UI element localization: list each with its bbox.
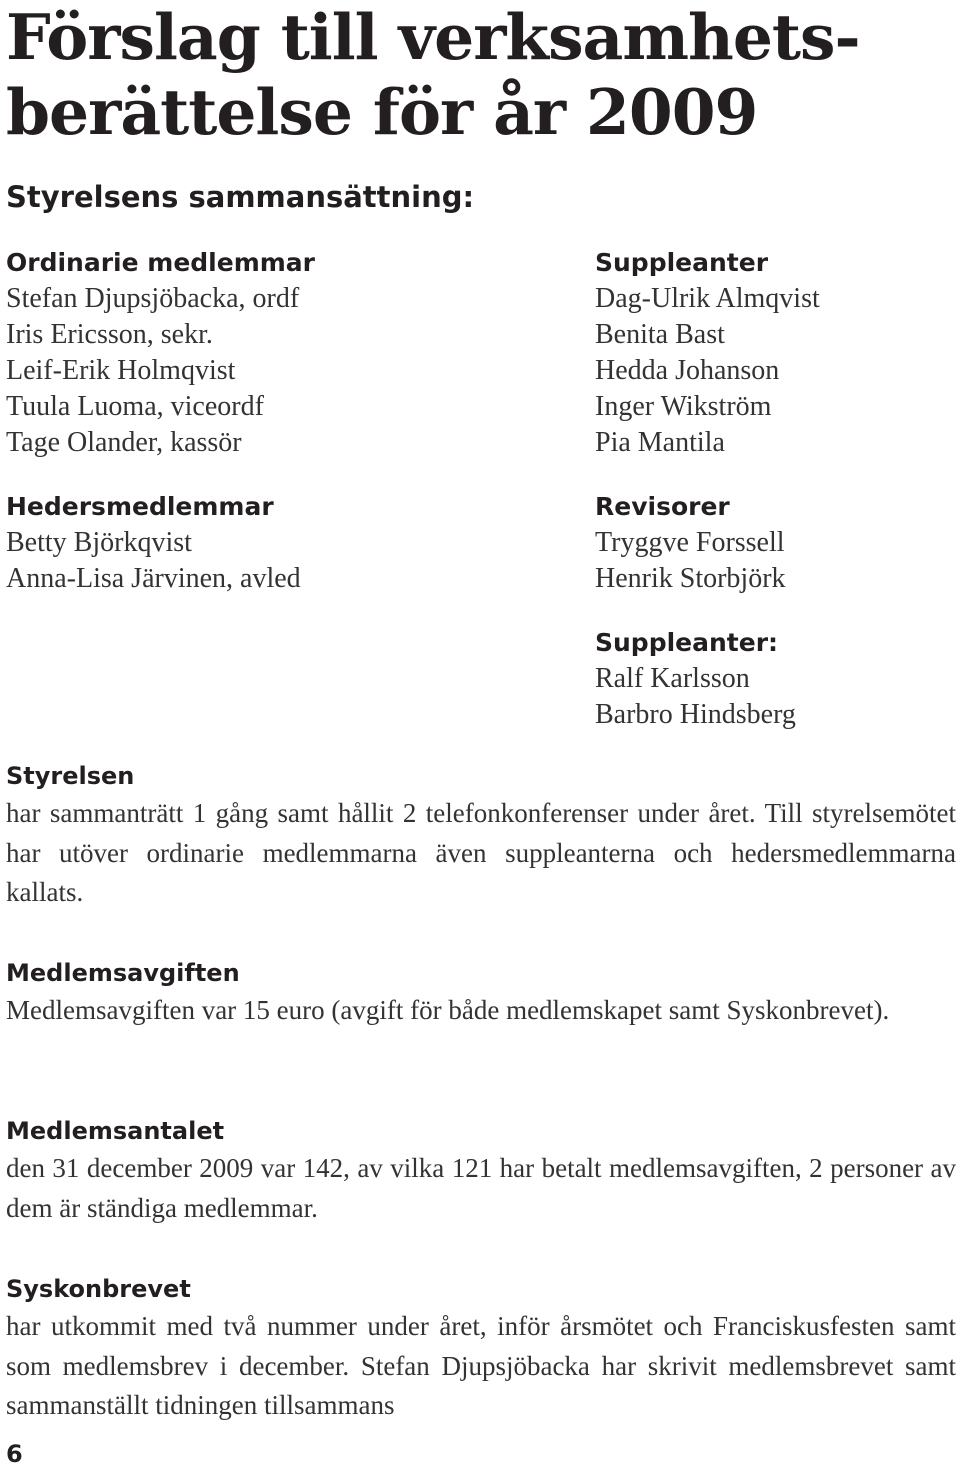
- section-medlemsavgiften: [6, 955, 956, 1031]
- board-composition-heading: Styrelsens sammansättning:: [6, 180, 475, 214]
- page-title: [6, 0, 860, 150]
- member-name: Tuula Luoma, viceordf: [6, 391, 264, 422]
- left-column: [6, 245, 315, 625]
- member-name: Tage Olander, kassör: [6, 427, 242, 458]
- member-name: Benita Bast: [595, 319, 725, 350]
- auditors-group: [595, 489, 820, 597]
- title-line-2: berättelse för år 2009: [6, 75, 758, 149]
- section-syskonbrevet: [6, 1271, 956, 1426]
- member-name: Stefan Djupsjöbacka, ordf: [6, 283, 300, 314]
- member-name: Ralf Karlsson: [595, 663, 750, 694]
- title-line-1: Förslag till verksamhets-: [6, 0, 860, 74]
- deputies-heading: Suppleanter: [595, 248, 769, 277]
- member-name: Pia Mantila: [595, 427, 725, 458]
- section-body: har sammanträtt 1 gång samt hållit 2 telefonkonferenser under året. Till styrelsemötet har utöver ordinarie medlemmarna även suppleanterna och hedersmedlemmarna kallats.: [6, 798, 956, 907]
- member-name: Henrik Storbjörk: [595, 563, 786, 594]
- member-name: Dag-Ulrik Almqvist: [595, 283, 820, 314]
- member-name: Barbro Hindsberg: [595, 699, 796, 730]
- member-name: Iris Ericsson, sekr.: [6, 319, 213, 350]
- member-name: Hedda Johanson: [595, 355, 780, 386]
- auditors-heading: Revisorer: [595, 492, 730, 521]
- section-body: Medlemsavgiften var 15 euro (avgift för både medlemskapet samt Syskonbrevet).: [6, 995, 890, 1025]
- ordinary-members-group: [6, 245, 315, 461]
- member-name: Betty Björkqvist: [6, 527, 192, 558]
- page-number: 6: [6, 1440, 23, 1468]
- auditor-deputies-heading: Suppleanter:: [595, 628, 779, 657]
- section-body: har utkommit med två nummer under året, inför årsmötet och Franciskusfesten samt som medlemsbrev i december. Stefan Djupsjöbacka har skrivit medlemsbrevet samt sammanställt tidningen tillsammans: [6, 1311, 956, 1420]
- auditor-deputies-group: [595, 625, 820, 733]
- honorary-members-heading: Hedersmedlemmar: [6, 492, 274, 521]
- honorary-members-group: [6, 489, 315, 597]
- section-medlemsantalet: [6, 1113, 956, 1228]
- section-body: den 31 december 2009 var 142, av vilka 121 har betalt medlemsavgiften, 2 personer av dem är ständiga medlemmar.: [6, 1153, 956, 1223]
- section-heading: Styrelsen: [6, 762, 135, 790]
- member-name: Anna-Lisa Järvinen, avled: [6, 563, 301, 594]
- right-column: [595, 245, 820, 761]
- member-name: Leif-Erik Holmqvist: [6, 355, 236, 386]
- member-name: Tryggve Forssell: [595, 527, 785, 558]
- section-heading: Medlemsavgiften: [6, 959, 240, 987]
- section-styrelsen: [6, 758, 956, 913]
- member-name: Inger Wikström: [595, 391, 772, 422]
- section-heading: Medlemsantalet: [6, 1117, 225, 1145]
- deputies-group: [595, 245, 820, 461]
- ordinary-members-heading: Ordinarie medlemmar: [6, 248, 315, 277]
- section-heading: Syskonbrevet: [6, 1275, 191, 1303]
